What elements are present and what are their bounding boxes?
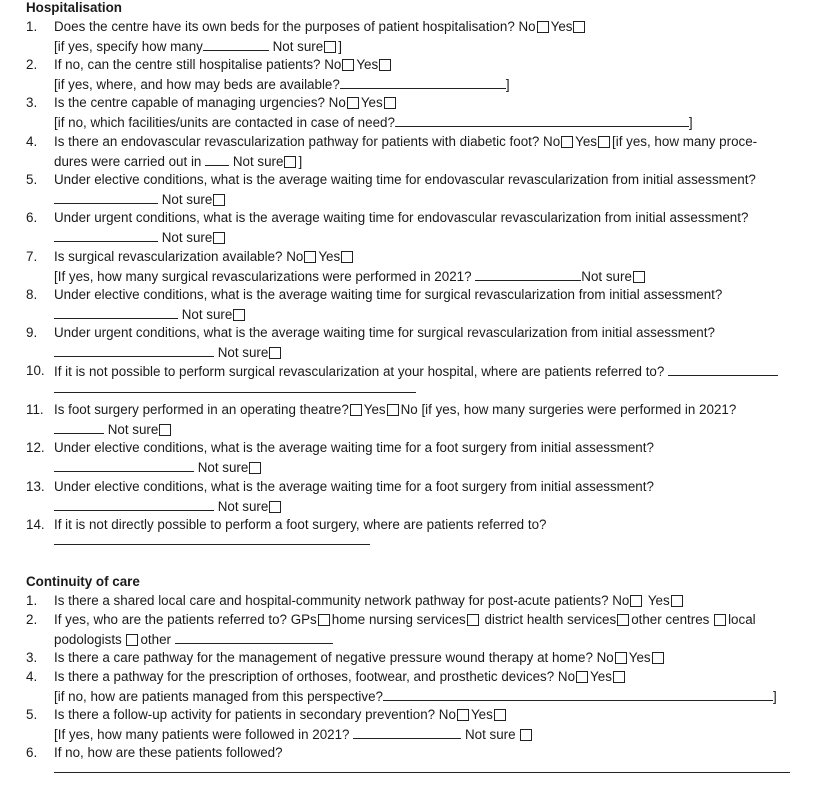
checkbox-not-sure[interactable] — [520, 729, 532, 741]
question-number: 6. — [26, 745, 38, 760]
option-label: Not sure — [217, 345, 269, 360]
question-7 — [54, 249, 355, 265]
question-text: [if no, how are patients managed from this perspective? — [54, 689, 383, 704]
answer-blank[interactable] — [383, 688, 773, 701]
bracket-text: ] — [505, 77, 510, 92]
checkbox-no[interactable] — [576, 671, 588, 683]
question-text: [if no, which facilities/units are contacted in case of need? — [54, 115, 395, 130]
checkbox-no[interactable] — [347, 97, 359, 109]
checkbox-no[interactable] — [387, 404, 399, 416]
question-4-followup — [54, 153, 302, 170]
checkbox-yes[interactable] — [671, 595, 683, 607]
question-text: If no, can the centre still hospitalise patients? No — [54, 57, 342, 72]
option-label: Yes — [356, 57, 379, 72]
checkbox-other-centres[interactable] — [714, 614, 726, 626]
answer-blank[interactable] — [203, 38, 269, 51]
checkbox-district-health[interactable] — [617, 614, 629, 626]
continuity-question-4 — [54, 669, 627, 685]
answer-blank[interactable] — [175, 631, 333, 644]
question-text: [If yes, how many surgical revascularizations were performed in 2021? — [54, 269, 472, 284]
option-label: Not sure — [181, 307, 233, 322]
checkbox-not-sure[interactable] — [159, 424, 171, 436]
option-label: Yes — [628, 650, 651, 665]
checkbox-not-sure[interactable] — [249, 462, 261, 474]
question-number: 5. — [26, 707, 38, 722]
question-1-followup — [54, 38, 342, 55]
question-number: 9. — [26, 325, 38, 340]
option-label: home nursing services — [331, 612, 466, 627]
checkbox-not-sure[interactable] — [233, 309, 245, 321]
option-label: Yes — [647, 593, 670, 608]
question-2 — [54, 57, 393, 73]
bracket-text: ] — [338, 39, 342, 54]
question-text: Is there a follow-up activity for patients in secondary prevention? No — [54, 707, 456, 722]
continuity-question-5 — [54, 707, 508, 723]
checkbox-not-sure[interactable] — [633, 271, 645, 283]
question-number: 1. — [26, 593, 38, 608]
question-5: Under elective conditions, what is the average waiting time for endovascular revascularization from initial assessment? — [54, 172, 756, 187]
checkbox-not-sure[interactable] — [284, 156, 296, 168]
option-label: district health services — [484, 612, 617, 627]
option-label: Not sure — [217, 499, 269, 514]
question-text: [If yes, how many patients were followed in 2021? — [54, 727, 350, 742]
question-number: 6. — [26, 210, 38, 225]
checkbox-no[interactable] — [630, 595, 642, 607]
bracket-text: ] — [298, 154, 303, 169]
answer-blank[interactable] — [475, 268, 581, 281]
question-text: [if yes, specify how many — [54, 39, 203, 54]
question-number: 12. — [26, 440, 45, 455]
option-label: Yes — [575, 134, 598, 149]
question-12: Under elective conditions, what is the average waiting time for a foot surgery from initial assessment? — [54, 440, 654, 455]
question-text: Is there an endovascular revascularization pathway for patients with diabetic foot? No — [54, 134, 561, 149]
continuity-question-4-followup — [54, 688, 777, 705]
question-number: 1. — [26, 19, 38, 34]
answer-blank[interactable] — [54, 459, 194, 472]
answer-blank[interactable] — [205, 153, 229, 166]
question-9-answer — [54, 344, 283, 361]
question-text: Is surgical revascularization available? No — [54, 249, 304, 264]
question-text: Is foot surgery performed in an operating theatre? — [54, 402, 349, 417]
question-text: [if yes, how many proce- — [612, 134, 758, 149]
checkbox-not-sure[interactable] — [213, 232, 225, 244]
option-label: Yes — [550, 19, 573, 34]
question-number: 3. — [26, 95, 38, 110]
question-10 — [54, 363, 778, 380]
question-12-answer — [54, 459, 263, 476]
option-label: podologists — [54, 632, 122, 647]
checkbox-yes[interactable] — [573, 21, 585, 33]
bracket-text: ] — [688, 115, 693, 130]
checkbox-yes[interactable] — [379, 59, 391, 71]
option-label: Not sure — [272, 39, 324, 54]
question-8: Under elective conditions, what is the average waiting time for surgical revascularization from initial assessment? — [54, 287, 723, 302]
question-text: Is there a shared local care and hospital-community network pathway for post-acute patients? No — [54, 593, 630, 608]
checkbox-home-nursing[interactable] — [467, 614, 479, 626]
question-number: 10. — [26, 363, 45, 378]
question-number: 4. — [26, 669, 38, 684]
option-label: Not sure — [232, 154, 284, 169]
question-4 — [54, 134, 757, 150]
checkbox-gps[interactable] — [318, 614, 330, 626]
question-5-answer — [54, 191, 227, 208]
question-text: Is there a pathway for the prescription of orthoses, footwear, and prosthetic devices? No — [54, 669, 576, 684]
answer-blank[interactable] — [54, 760, 790, 773]
checkbox-yes[interactable] — [341, 251, 353, 263]
question-1 — [54, 19, 587, 35]
question-7-followup — [54, 268, 647, 285]
checkbox-no[interactable] — [342, 59, 354, 71]
question-number: 14. — [26, 517, 45, 532]
question-text: Is there a care pathway for the management of negative pressure wound therapy at home? No — [54, 650, 614, 665]
checkbox-yes[interactable] — [613, 671, 625, 683]
question-3-followup — [54, 114, 693, 131]
answer-blank[interactable] — [395, 114, 689, 127]
continuity-question-3 — [54, 650, 666, 666]
answer-blank[interactable] — [54, 380, 416, 393]
question-2-followup — [54, 76, 510, 93]
question-number: 7. — [26, 249, 38, 264]
option-label: Yes — [363, 402, 386, 417]
option-label: Yes — [590, 669, 612, 684]
question-number: 13. — [26, 479, 45, 494]
continuity-question-1 — [54, 593, 685, 609]
checkbox-yes[interactable] — [384, 97, 396, 109]
option-label: Not sure — [161, 192, 213, 207]
checkbox-not-sure[interactable] — [324, 41, 336, 53]
question-number: 4. — [26, 134, 38, 149]
question-6-answer — [54, 229, 227, 246]
checkbox-no[interactable] — [615, 652, 627, 664]
option-label: Not sure — [107, 422, 159, 437]
option-label: Yes — [360, 95, 383, 110]
question-number: 5. — [26, 172, 38, 187]
checkbox-no[interactable] — [304, 251, 316, 263]
checkbox-no[interactable] — [537, 21, 549, 33]
checkbox-yes[interactable] — [350, 404, 362, 416]
continuity-question-2 — [54, 612, 756, 628]
question-text: Does the centre have its own beds for the purposes of patient hospitalisation? No — [54, 19, 536, 34]
option-label: Yes — [318, 249, 341, 264]
question-number: 11. — [26, 402, 44, 417]
answer-blank[interactable] — [54, 229, 158, 242]
question-13-answer — [54, 498, 283, 515]
checkbox-no[interactable] — [561, 136, 573, 148]
checkbox-yes[interactable] — [494, 709, 506, 721]
question-number: 3. — [26, 650, 38, 665]
answer-blank[interactable] — [54, 191, 158, 204]
continuity-question-6-answer — [54, 760, 790, 777]
question-10-answer — [54, 380, 416, 397]
answer-blank[interactable] — [54, 532, 370, 545]
continuity-question-2-cont — [54, 631, 333, 648]
option-label: Not sure — [197, 460, 249, 475]
question-text: If yes, who are the patients referred to? GPs — [54, 612, 317, 627]
option-label: other — [140, 632, 172, 647]
checkbox-not-sure[interactable] — [269, 501, 281, 513]
bracket-text: ] — [773, 689, 777, 704]
option-label: Not sure — [464, 727, 516, 742]
answer-blank[interactable] — [54, 344, 214, 357]
question-number: 8. — [26, 287, 38, 302]
question-text: Is the centre capable of managing urgencies? No — [54, 95, 346, 110]
answer-blank[interactable] — [54, 421, 104, 434]
checkbox-not-sure[interactable] — [269, 347, 281, 359]
checkbox-yes[interactable] — [652, 652, 664, 664]
section-title-continuity: Continuity of care — [26, 574, 140, 589]
checkbox-no[interactable] — [457, 709, 469, 721]
option-label: Yes — [470, 707, 493, 722]
question-11-followup — [54, 421, 173, 438]
checkbox-yes[interactable] — [598, 136, 610, 148]
question-text: No [if yes, how many surgeries were performed in 2021? — [400, 402, 737, 417]
question-11 — [54, 402, 736, 418]
question-text: dures were carried out in — [54, 154, 202, 169]
question-text: [if yes, where, and how may beds are available? — [54, 77, 340, 92]
checkbox-not-sure[interactable] — [213, 194, 225, 206]
option-label: Not sure — [581, 269, 632, 284]
question-13: Under elective conditions, what is the average waiting time for a foot surgery from initial assessment? — [54, 479, 654, 494]
question-14-answer — [54, 532, 370, 549]
continuity-question-6: If no, how are these patients followed? — [54, 745, 283, 760]
question-3 — [54, 95, 398, 111]
question-9: Under urgent conditions, what is the average waiting time for surgical revascularization from initial assessment? — [54, 325, 715, 340]
answer-blank[interactable] — [353, 726, 461, 739]
question-14: If it is not directly possible to perform a foot surgery, where are patients referred to? — [54, 517, 547, 532]
checkbox-local-podologists[interactable] — [126, 634, 138, 646]
question-number: 2. — [26, 612, 38, 627]
answer-blank[interactable] — [668, 363, 778, 376]
section-title-hospitalisation: Hospitalisation — [26, 0, 122, 15]
continuity-question-5-followup — [54, 726, 534, 743]
option-label: other centres — [631, 612, 710, 627]
answer-blank[interactable] — [54, 306, 178, 319]
question-6: Under urgent conditions, what is the average waiting time for endovascular revascularization from initial assessment? — [54, 210, 749, 225]
answer-blank[interactable] — [340, 76, 506, 89]
question-8-answer — [54, 306, 247, 323]
answer-blank[interactable] — [54, 498, 214, 511]
option-label: local — [728, 612, 756, 627]
question-text: If it is not possible to perform surgical revascularization at your hospital, where are patients referred to? — [54, 364, 665, 379]
option-label: Not sure — [161, 230, 213, 245]
question-number: 2. — [26, 57, 38, 72]
